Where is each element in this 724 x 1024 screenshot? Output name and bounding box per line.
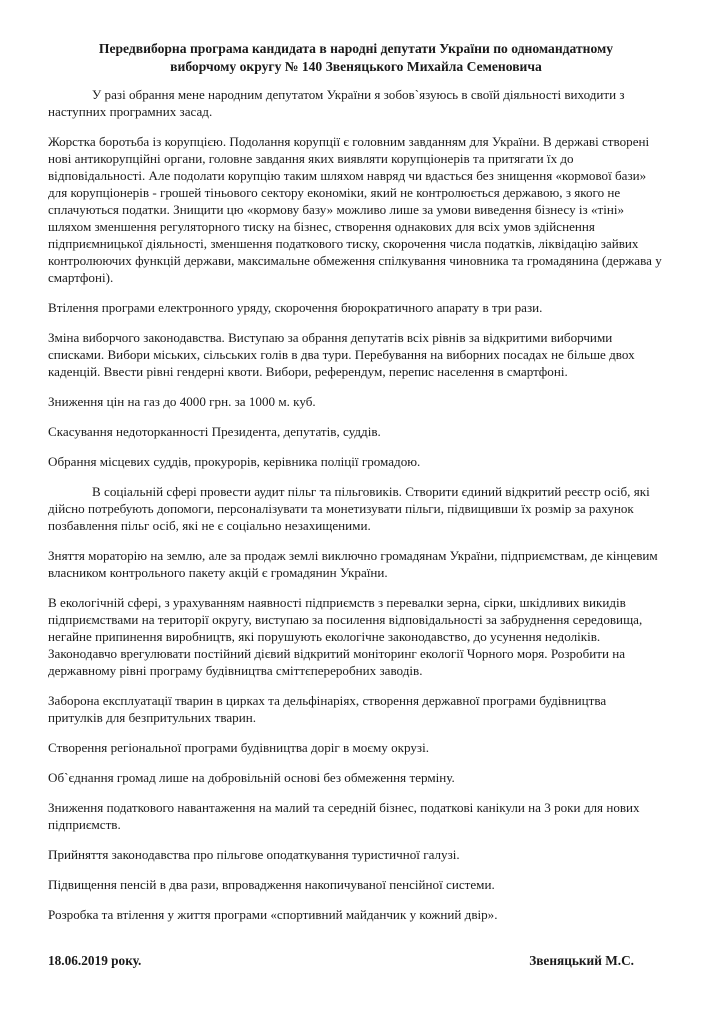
paragraph-communities: Об`єднання громад лише на добровільній основі без обмеження терміну. [48,770,455,785]
paragraph-gas-price: Зниження цін на газ до 4000 грн. за 1000 м. куб. [48,394,316,409]
paragraph-corruption: Жорстка боротьба із корупцією. Подолання корупції є головним завданням для України. В державі створені нові антикорупційні органи, головне завдання яких виявляти корупціонерів та притягати їх до відповідальності. Але подолати корупцію таким шляхом навряд чи вдасться без знищення «кормової бази» для корупціонерів - грошей тіньового сектору економіки, який не контролюється державою, з якого не сплачуються податки. Знищити цю «кормову базу» можливо лише за умови виведення бізнесу із «тіні» шляхом зменшення регуляторного тиску на бізнес, створення однакових для всіх умов здійснення підприємницької діяльності, зменшення податкового тиску, скорочення числа податків, ліквідацію зайвих контролюючих функцій держави, максимальне обмеження спілкування чиновника та громадянина (держава у смартфоні). [48,134,662,285]
paragraph-immunity: Скасування недоторканності Президента, депутатів, суддів. [48,424,381,439]
title-line-1: Передвиборна програма кандидата в народні депутати України по одномандатному [98,41,614,56]
signature-name: Звеняцький М.С. [529,953,634,968]
signature-block [48,952,634,969]
document-date: 18.06.2019 року. [48,953,142,968]
paragraph-ecology: В екологічній сфері, з урахуванням наявності підприємств з перевалки зерна, сірки, шкідливих викидів підприємствами на території округу, виступаю за посилення відповідальності за забруднення середовища, негайне припинення виробництв, які порушують екологічне законодавство, до усунення недоліків. Законодавчо врегулювати постійний дієвий відкритий моніторинг екології Чорного моря. Розробити на державному рівні програму будівництва сміттєпереробних заводів. [48,595,643,678]
paragraph-sports: Розробка та втілення у життя програми «спортивний майданчик у кожний двір». [48,907,498,922]
paragraph-pensions: Підвищення пенсій в два рази, впровадження накопичуваної пенсійної системи. [48,877,495,892]
paragraph-animals: Заборона експлуатації тварин в цирках та дельфінаріях, створення державної програми будівництва притулків для безпритульних тварин. [48,693,607,725]
title-line-2: виборчому округу № 140 Звеняцького Михайла Семеновича [170,59,542,74]
paragraph-e-government: Втілення програми електронного уряду, скорочення бюрократичного апарату в три рази. [48,300,543,315]
paragraph-social: В соціальній сфері провести аудит пільг та пільговиків. Створити єдиний відкритий реєстр осіб, які дійсно потребують допомоги, персоналізувати та монетизувати пільги, підвищивши їх розмір за рахунок позбавлення пільг осіб, які не є соціально незахищеними. [48,484,650,533]
paragraph-land: Зняття мораторію на землю, але за продаж землі виключно громадянам України, підприємствам, де кінцевим власником контрольного пакету акцій є громадянин України. [48,548,658,580]
document-title [48,40,664,76]
paragraph-tourism: Прийняття законодавства про пільгове оподаткування туристичної галузі. [48,847,460,862]
paragraph-intro: У разі обрання мене народним депутатом України я зобов`язуюсь в своїй діяльності виходити з наступних програмних засад. [48,87,625,119]
paragraph-electoral-law: Зміна виборчого законодавства. Виступаю за обрання депутатів всіх рівнів за відкритими виборчими списками. Вибори міських, сільських голів в два тури. Перебування на виборних посадах не більше двох каденцій. Ввести рівні гендерні квоти. Вибори, референдум, перепис населення в смартфоні. [48,330,635,379]
paragraph-business-tax: Зниження податкового навантаження на малий та середній бізнес, податкові канікули на 3 роки для нових підприємств. [48,800,640,832]
paragraph-roads: Створення регіональної програми будівництва доріг в моєму окрузі. [48,740,429,755]
paragraph-local-elections: Обрання місцевих суддів, прокурорів, керівника поліції громадою. [48,454,421,469]
